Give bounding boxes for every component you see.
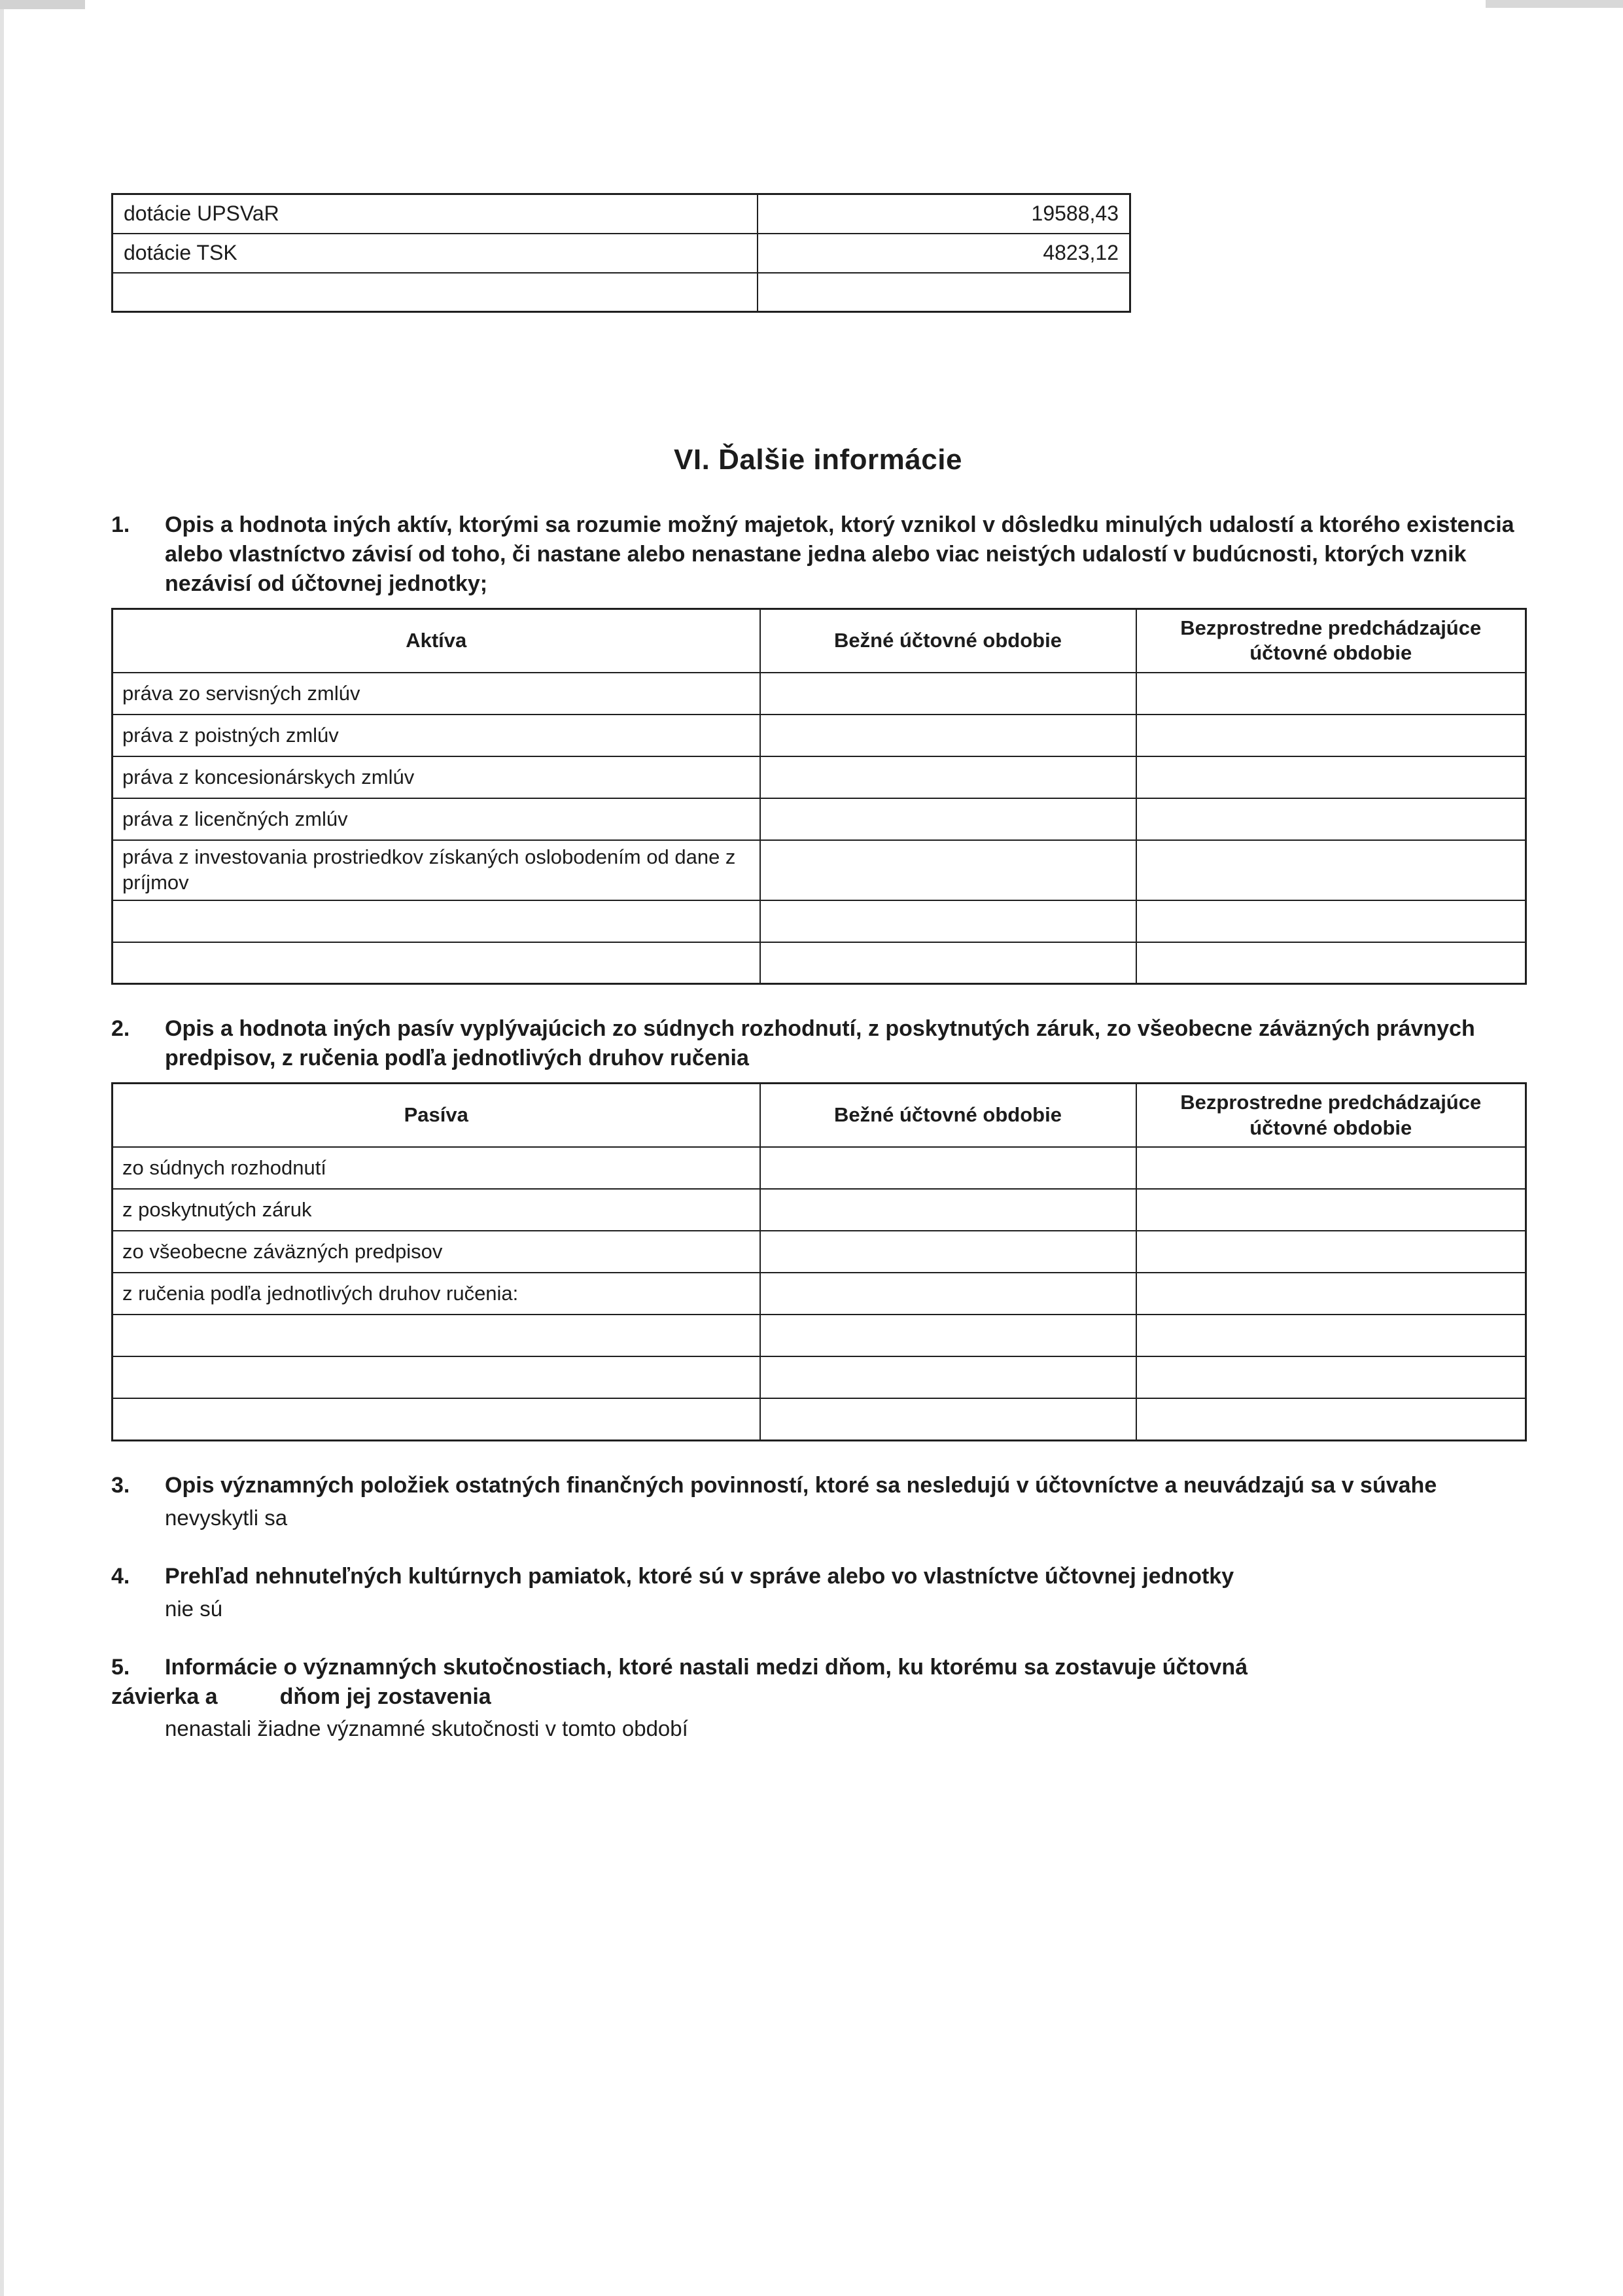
aktiva-table [111,608,1527,985]
section-answer: nevyskytli sa [165,1505,288,1530]
row-value-previous [1136,673,1526,715]
row-value-previous [1136,900,1526,942]
table-header-row [113,609,1526,673]
row-value-previous [1136,1189,1526,1231]
page-title: VI. Ďalšie informácie [674,444,962,476]
dotacie-table [111,193,1131,313]
section-title: Prehľad nehnuteľných kultúrnych pamiatok, ktoré sú v správe alebo vo vlastníctve účtovnej jednotky [165,1563,1234,1589]
pasiva-table [111,1082,1527,1441]
table-row [113,673,1526,715]
row-value-current [760,840,1136,900]
col-header-predchadzajuce-obdobie: Bezprostredne predchádzajúce účtovné obdobie [1136,1083,1526,1147]
dotacie-label [113,273,758,312]
row-label: zo všeobecne záväzných predpisov [113,1231,760,1273]
section-title-line2-right: dňom jej zostavenia [279,1684,491,1709]
dotacie-label: dotácie UPSVaR [113,194,758,234]
table-row [113,1356,1526,1398]
row-value-current [760,900,1136,942]
row-value-previous [1136,840,1526,900]
row-label: práva z licenčných zmlúv [113,798,760,840]
section-answer: nie sú [165,1596,223,1621]
section-answer: nenastali žiadne významné skutočnosti v tomto období [165,1716,688,1741]
row-label: z ručenia podľa jednotlivých druhov ručenia: [113,1273,760,1315]
row-value-current [760,1189,1136,1231]
section-1 [111,510,1525,599]
section-body [165,1471,1525,1530]
row-label: práva z koncesionárskych zmlúv [113,756,760,798]
row-value-current [760,715,1136,756]
row-label: práva z poistných zmlúv [113,715,760,756]
row-value-previous [1136,756,1526,798]
col-header-predchadzajuce-obdobie: Bezprostredne predchádzajúce účtovné obdobie [1136,609,1526,673]
col-header-pasiva: Pasíva [113,1083,760,1147]
row-value-current [760,1315,1136,1356]
section-title: Opis významných položiek ostatných finančných povinností, ktoré sa nesledujú v účtovníctve a neuvádzajú sa v súvahe [165,1472,1437,1498]
table-row [113,1231,1526,1273]
table-row [113,1273,1526,1315]
row-value-current [760,673,1136,715]
row-value-current [760,1231,1136,1273]
section-number: 4. [111,1563,130,1589]
table-row [113,715,1526,756]
row-label [113,900,760,942]
table-row [113,1315,1526,1356]
dotacie-value: 4823,12 [758,234,1130,273]
table-row [113,840,1526,900]
table-row [113,194,1130,234]
table-row [113,942,1526,984]
row-value-previous [1136,942,1526,984]
section-number: 2. [111,1016,130,1042]
table-row [113,234,1130,273]
row-value-current [760,942,1136,984]
section-3 [111,1471,1525,1530]
row-value-previous [1136,1231,1526,1273]
section-body [165,1014,1525,1073]
row-value-current [760,1147,1136,1189]
row-label: z poskytnutých záruk [113,1189,760,1231]
section-body [165,1653,1525,1682]
row-value-current [760,798,1136,840]
section-4 [111,1562,1525,1621]
section-2 [111,1014,1525,1073]
section-number: 3. [111,1472,130,1498]
table-header-row [113,1083,1526,1147]
table-row [113,1189,1526,1231]
section-5-title-line2 [111,1682,1525,1712]
row-value-previous [1136,1398,1526,1440]
row-value-current [760,1356,1136,1398]
row-label: práva zo servisných zmlúv [113,673,760,715]
row-value-previous [1136,1315,1526,1356]
row-value-previous [1136,1147,1526,1189]
dotacie-label: dotácie TSK [113,234,758,273]
row-label [113,1356,760,1398]
row-value-previous [1136,1273,1526,1315]
dotacie-value [758,273,1130,312]
table-row [113,756,1526,798]
row-value-current [760,1398,1136,1440]
dotacie-value: 19588,43 [758,194,1130,234]
row-value-current [760,1273,1136,1315]
table-row [113,900,1526,942]
table-row [113,1147,1526,1189]
row-value-previous [1136,1356,1526,1398]
section-title: Opis a hodnota iných pasív vyplývajúcich zo súdnych rozhodnutí, z poskytnutých záruk, zo všeobecne záväzných právnych predpisov, z ručenia podľa jednotlivých druhov ručenia [165,1016,1475,1070]
table-row [113,273,1130,312]
col-header-bezne-obdobie: Bežné účtovné obdobie [760,1083,1136,1147]
section-5 [111,1653,1525,1682]
section-body [165,510,1525,599]
col-header-aktiva: Aktíva [113,609,760,673]
section-title: Opis a hodnota iných aktív, ktorými sa rozumie možný majetok, ktorý vznikol v dôsledku minulých udalostí a ktorého existencia alebo vlastníctvo závisí od toho, či nastane alebo nenastane jedna alebo viac neistých udalostí v budúcnosti, ktorých vznik nezávisí od účtovnej jednotky; [165,512,1514,596]
row-label: práva z investovania prostriedkov získaných oslobodením od dane z príjmov [113,840,760,900]
row-value-previous [1136,715,1526,756]
section-number: 5. [111,1654,130,1680]
table-row [113,798,1526,840]
row-label [113,1315,760,1356]
table-row [113,1398,1526,1440]
row-label [113,942,760,984]
row-value-current [760,756,1136,798]
section-title-line1: Informácie o významných skutočnostiach, ktoré nastali medzi dňom, ku ktorému sa zostavuje účtovná [165,1654,1248,1680]
row-value-previous [1136,798,1526,840]
section-title-line2-left: závierka a [111,1684,218,1709]
col-header-bezne-obdobie: Bežné účtovné obdobie [760,609,1136,673]
section-body [165,1562,1525,1621]
row-label [113,1398,760,1440]
row-label: zo súdnych rozhodnutí [113,1147,760,1189]
section-number: 1. [111,512,130,537]
